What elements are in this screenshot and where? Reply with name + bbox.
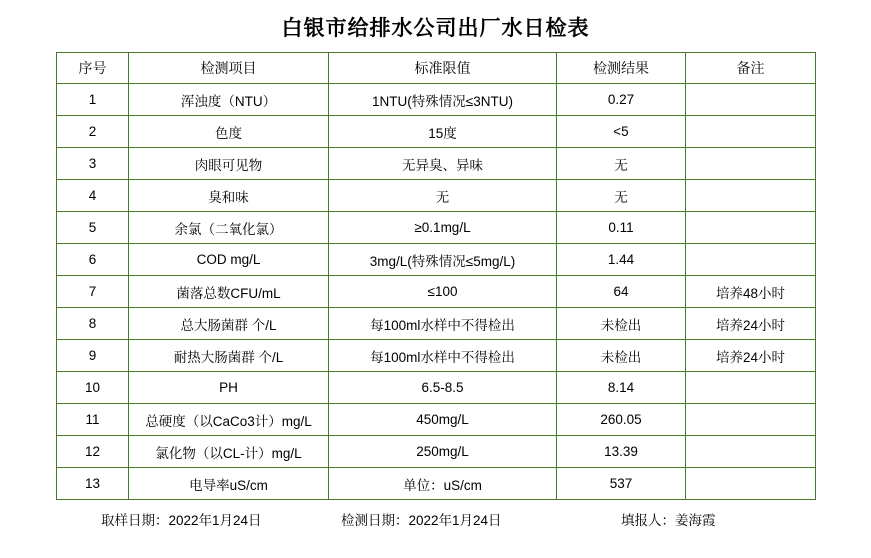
- cell-result: 未检出: [557, 308, 686, 340]
- cell-std: 450mg/L: [329, 404, 557, 436]
- cell-no: 13: [57, 468, 129, 500]
- cell-no: 5: [57, 212, 129, 244]
- table-row: [57, 244, 816, 276]
- cell-note: 培养24小时: [686, 308, 816, 340]
- table-container: [0, 52, 871, 500]
- cell-result: 0.11: [557, 212, 686, 244]
- cell-std: 每100ml水样中不得检出: [329, 308, 557, 340]
- cell-no: 1: [57, 84, 129, 116]
- cell-result: 260.05: [557, 404, 686, 436]
- table-row: [57, 468, 816, 500]
- page-title: 白银市给排水公司出厂水日检表: [281, 17, 590, 40]
- cell-note: [686, 212, 816, 244]
- cell-no: 2: [57, 116, 129, 148]
- reporter: 填报人：姜海霞: [621, 513, 716, 528]
- cell-item: 肉眼可见物: [129, 148, 329, 180]
- cell-item: 氯化物（以CL-计）mg/L: [129, 436, 329, 468]
- cell-std: ≤100: [329, 276, 557, 308]
- cell-result: 537: [557, 468, 686, 500]
- cell-no: 3: [57, 148, 129, 180]
- cell-std: 每100ml水样中不得检出: [329, 340, 557, 372]
- cell-note: 培养48小时: [686, 276, 816, 308]
- cell-result: <5: [557, 116, 686, 148]
- table-header-row: [57, 53, 816, 84]
- table-row: [57, 148, 816, 180]
- cell-std: 单位：uS/cm: [329, 468, 557, 500]
- cell-item: 总硬度（以CaCo3计）mg/L: [129, 404, 329, 436]
- table-row: [57, 116, 816, 148]
- test-date: 检测日期：2022年1月24日: [341, 513, 502, 528]
- table-row: [57, 180, 816, 212]
- table-row: [57, 404, 816, 436]
- column-header-item: 检测项目: [129, 53, 329, 84]
- cell-item: 总大肠菌群 个/L: [129, 308, 329, 340]
- cell-no: 9: [57, 340, 129, 372]
- table-row: [57, 340, 816, 372]
- cell-note: [686, 436, 816, 468]
- cell-item: 色度: [129, 116, 329, 148]
- cell-item: COD mg/L: [129, 244, 329, 276]
- table-row: [57, 436, 816, 468]
- cell-item: 浑浊度（NTU）: [129, 84, 329, 116]
- cell-item: 余氯（二氧化氯）: [129, 212, 329, 244]
- cell-result: 13.39: [557, 436, 686, 468]
- cell-no: 7: [57, 276, 129, 308]
- cell-std: 6.5-8.5: [329, 372, 557, 404]
- cell-result: 无: [557, 180, 686, 212]
- cell-no: 8: [57, 308, 129, 340]
- column-header-no: 序号: [57, 53, 129, 84]
- column-header-result: 检测结果: [557, 53, 686, 84]
- cell-item: 菌落总数CFU/mL: [129, 276, 329, 308]
- cell-note: [686, 372, 816, 404]
- table-row: [57, 308, 816, 340]
- cell-item: 耐热大肠菌群 个/L: [129, 340, 329, 372]
- column-header-note: 备注: [686, 53, 816, 84]
- cell-result: 无: [557, 148, 686, 180]
- cell-note: [686, 84, 816, 116]
- table-row: [57, 276, 816, 308]
- column-header-std: 标准限值: [329, 53, 557, 84]
- table-row: [57, 372, 816, 404]
- cell-note: [686, 148, 816, 180]
- cell-no: 11: [57, 404, 129, 436]
- table-row: [57, 212, 816, 244]
- cell-no: 6: [57, 244, 129, 276]
- cell-note: [686, 244, 816, 276]
- cell-result: 0.27: [557, 84, 686, 116]
- cell-std: 250mg/L: [329, 436, 557, 468]
- water-quality-table: [56, 52, 816, 500]
- cell-result: 8.14: [557, 372, 686, 404]
- table-header: [57, 53, 816, 84]
- table-body: [57, 84, 816, 500]
- cell-no: 4: [57, 180, 129, 212]
- cell-std: ≥0.1mg/L: [329, 212, 557, 244]
- cell-std: 无异臭、异味: [329, 148, 557, 180]
- cell-item: 臭和味: [129, 180, 329, 212]
- cell-std: 3mg/L(特殊情况≤5mg/L): [329, 244, 557, 276]
- cell-item: PH: [129, 372, 329, 404]
- cell-std: 无: [329, 180, 557, 212]
- cell-result: 未检出: [557, 340, 686, 372]
- cell-note: [686, 404, 816, 436]
- cell-result: 64: [557, 276, 686, 308]
- cell-no: 10: [57, 372, 129, 404]
- cell-note: 培养24小时: [686, 340, 816, 372]
- cell-note: [686, 468, 816, 500]
- cell-result: 1.44: [557, 244, 686, 276]
- table-row: [57, 84, 816, 116]
- sampling-date: 取样日期：2022年1月24日: [101, 513, 262, 528]
- cell-std: 1NTU(特殊情况≤3NTU): [329, 84, 557, 116]
- cell-no: 12: [57, 436, 129, 468]
- cell-item: 电导率uS/cm: [129, 468, 329, 500]
- cell-std: 15度: [329, 116, 557, 148]
- footer: [0, 509, 871, 529]
- cell-note: [686, 180, 816, 212]
- cell-note: [686, 116, 816, 148]
